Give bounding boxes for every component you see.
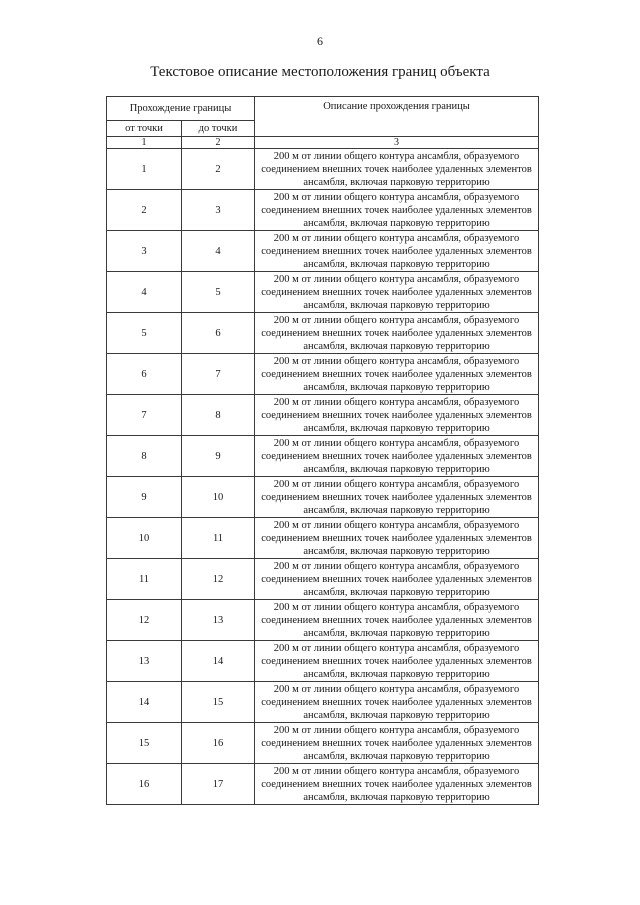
cell-from-point: 5	[107, 313, 182, 354]
cell-to-point: 14	[182, 641, 255, 682]
cell-to-point: 10	[182, 477, 255, 518]
cell-to-point: 2	[182, 149, 255, 190]
cell-to-point: 16	[182, 723, 255, 764]
cell-description: 200 м от линии общего контура ансамбля, образуемого соединением внешних точек наиболее удаленных элементов ансамбля, включая парковую территорию	[255, 723, 539, 764]
cell-from-point: 9	[107, 477, 182, 518]
cell-to-point: 6	[182, 313, 255, 354]
cell-description: 200 м от линии общего контура ансамбля, образуемого соединением внешних точек наиболее удаленных элементов ансамбля, включая парковую территорию	[255, 559, 539, 600]
table-row	[107, 354, 539, 395]
header-to-point: до точки	[182, 121, 255, 137]
header-col-number-3: 3	[255, 137, 539, 149]
cell-from-point: 7	[107, 395, 182, 436]
table-row	[107, 600, 539, 641]
header-col-number-1: 1	[107, 137, 182, 149]
table-row	[107, 313, 539, 354]
cell-from-point: 2	[107, 190, 182, 231]
cell-description: 200 м от линии общего контура ансамбля, образуемого соединением внешних точек наиболее удаленных элементов ансамбля, включая парковую территорию	[255, 313, 539, 354]
cell-from-point: 11	[107, 559, 182, 600]
table-row	[107, 559, 539, 600]
cell-to-point: 5	[182, 272, 255, 313]
cell-description: 200 м от линии общего контура ансамбля, образуемого соединением внешних точек наиболее удаленных элементов ансамбля, включая парковую территорию	[255, 149, 539, 190]
cell-description: 200 м от линии общего контура ансамбля, образуемого соединением внешних точек наиболее удаленных элементов ансамбля, включая парковую территорию	[255, 764, 539, 805]
table-row	[107, 764, 539, 805]
cell-description: 200 м от линии общего контура ансамбля, образуемого соединением внешних точек наиболее удаленных элементов ансамбля, включая парковую территорию	[255, 231, 539, 272]
table-row	[107, 395, 539, 436]
cell-description: 200 м от линии общего контура ансамбля, образуемого соединением внешних точек наиболее удаленных элементов ансамбля, включая парковую территорию	[255, 641, 539, 682]
cell-from-point: 10	[107, 518, 182, 559]
page-title: Текстовое описание местоположения границ объекта	[150, 64, 490, 80]
cell-from-point: 3	[107, 231, 182, 272]
cell-description: 200 м от линии общего контура ансамбля, образуемого соединением внешних точек наиболее удаленных элементов ансамбля, включая парковую территорию	[255, 600, 539, 641]
cell-to-point: 15	[182, 682, 255, 723]
header-description: Описание прохождения границы	[255, 97, 539, 137]
cell-description: 200 м от линии общего контура ансамбля, образуемого соединением внешних точек наиболее удаленных элементов ансамбля, включая парковую территорию	[255, 682, 539, 723]
cell-description: 200 м от линии общего контура ансамбля, образуемого соединением внешних точек наиболее удаленных элементов ансамбля, включая парковую территорию	[255, 354, 539, 395]
cell-description: 200 м от линии общего контура ансамбля, образуемого соединением внешних точек наиболее удаленных элементов ансамбля, включая парковую территорию	[255, 272, 539, 313]
boundary-table	[106, 96, 539, 805]
cell-description: 200 м от линии общего контура ансамбля, образуемого соединением внешних точек наиболее удаленных элементов ансамбля, включая парковую территорию	[255, 436, 539, 477]
header-col-number-2: 2	[182, 137, 255, 149]
table-row	[107, 477, 539, 518]
page-number: 6	[317, 34, 323, 48]
header-passage: Прохождение границы	[107, 97, 255, 121]
cell-to-point: 12	[182, 559, 255, 600]
table-row	[107, 436, 539, 477]
cell-from-point: 16	[107, 764, 182, 805]
cell-from-point: 12	[107, 600, 182, 641]
table-row	[107, 190, 539, 231]
table-row	[107, 682, 539, 723]
table-row	[107, 272, 539, 313]
cell-to-point: 17	[182, 764, 255, 805]
table-row	[107, 641, 539, 682]
cell-to-point: 4	[182, 231, 255, 272]
cell-from-point: 6	[107, 354, 182, 395]
cell-from-point: 4	[107, 272, 182, 313]
table-row	[107, 518, 539, 559]
cell-from-point: 8	[107, 436, 182, 477]
cell-description: 200 м от линии общего контура ансамбля, образуемого соединением внешних точек наиболее удаленных элементов ансамбля, включая парковую территорию	[255, 395, 539, 436]
cell-description: 200 м от линии общего контура ансамбля, образуемого соединением внешних точек наиболее удаленных элементов ансамбля, включая парковую территорию	[255, 477, 539, 518]
table-row	[107, 231, 539, 272]
cell-from-point: 13	[107, 641, 182, 682]
cell-to-point: 9	[182, 436, 255, 477]
table-body	[107, 149, 539, 805]
cell-from-point: 15	[107, 723, 182, 764]
table-row	[107, 723, 539, 764]
header-from-point: от точки	[107, 121, 182, 137]
cell-description: 200 м от линии общего контура ансамбля, образуемого соединением внешних точек наиболее удаленных элементов ансамбля, включая парковую территорию	[255, 518, 539, 559]
cell-description: 200 м от линии общего контура ансамбля, образуемого соединением внешних точек наиболее удаленных элементов ансамбля, включая парковую территорию	[255, 190, 539, 231]
cell-to-point: 7	[182, 354, 255, 395]
cell-from-point: 14	[107, 682, 182, 723]
table-row	[107, 149, 539, 190]
cell-to-point: 13	[182, 600, 255, 641]
cell-from-point: 1	[107, 149, 182, 190]
cell-to-point: 3	[182, 190, 255, 231]
cell-to-point: 8	[182, 395, 255, 436]
cell-to-point: 11	[182, 518, 255, 559]
